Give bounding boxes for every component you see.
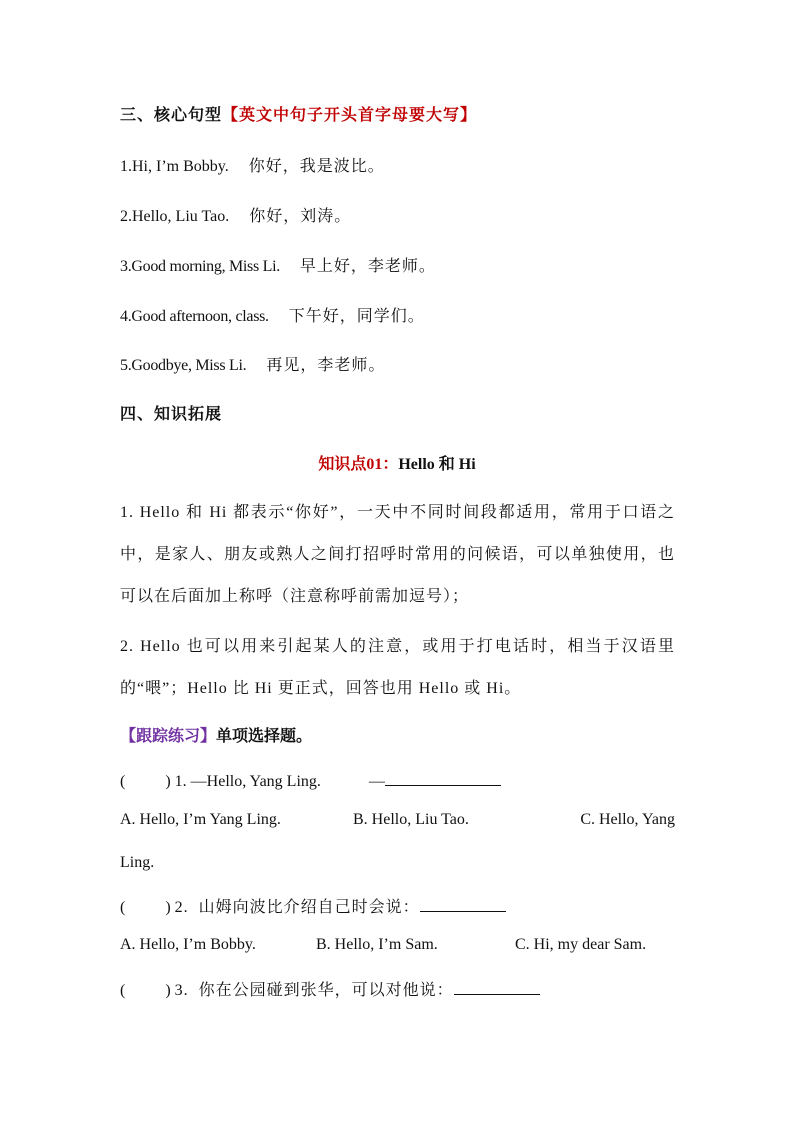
sentence-2-en: 2.Hello, Liu Tao. [120, 208, 230, 225]
question-1-options [120, 811, 675, 831]
question-3 [120, 979, 540, 1001]
question-2 [120, 896, 506, 918]
sentence-3-zh: 早上好，李老师。 [299, 258, 436, 275]
sentence-1-en: 1.Hi, I’m Bobby. [120, 158, 229, 175]
question-2-options [120, 936, 675, 956]
answer-blank-3[interactable] [454, 979, 540, 995]
answer-paren-2[interactable]: ( ) [120, 899, 171, 916]
sentence-4-zh: 下午好，同学们。 [288, 308, 425, 325]
section-3-note: 【英文中句子开头首字母要大写】 [222, 107, 478, 124]
sentence-4 [120, 307, 425, 327]
question-2-stem: 2. 山姆向波比介绍自己时会说： [174, 899, 420, 916]
knowledge-point-topic: Hello 和 Hi [398, 456, 476, 473]
answer-blank-2[interactable] [420, 896, 506, 912]
sentence-5-zh: 再见，李老师。 [266, 357, 386, 374]
section-3-heading [120, 106, 477, 126]
q2-option-c[interactable]: C. Hi, my dear Sam. [515, 936, 647, 953]
sentence-2-zh: 你好，刘涛。 [249, 208, 352, 225]
q1-option-c[interactable]: C. Hello, Yang [580, 811, 675, 828]
sentence-1 [120, 157, 385, 177]
knowledge-point-label: 知识点01： [318, 456, 399, 473]
section-3-title: 三、核心句型 [120, 107, 223, 124]
explanation-paragraph-2: 2. Hello 也可以用来引起某人的注意，或用于打电话时，相当于汉语里的“喂”；Hello 比 Hi 更正式，回答也用 Hello 或 Hi。 [120, 638, 675, 697]
q2-option-a[interactable]: A. Hello, I’m Bobby. [120, 936, 256, 953]
knowledge-point-title [0, 455, 794, 475]
practice-tag: 【跟踪练习】 [120, 728, 217, 745]
answer-blank-1[interactable] [385, 770, 501, 786]
sentence-4-en: 4.Good afternoon, class. [120, 308, 269, 325]
sentence-5-en: 5.Goodbye, Miss Li. [120, 357, 247, 374]
practice-instruction: 单项选择题。 [216, 728, 313, 745]
answer-paren-1[interactable]: ( ) [120, 773, 171, 790]
question-1-dash: — [368, 773, 385, 790]
sentence-2 [120, 207, 351, 227]
question-3-stem: 3. 你在公园碰到张华，可以对他说： [174, 982, 454, 999]
q1-option-c-wrap: Ling. [120, 854, 155, 871]
question-1 [120, 770, 501, 792]
sentence-1-zh: 你好，我是波比。 [248, 158, 385, 175]
practice-heading [120, 727, 312, 747]
q2-option-b[interactable]: B. Hello, I’m Sam. [316, 936, 438, 953]
explanation-paragraph-1: 1. Hello 和 Hi 都表示“你好”，一天中不同时间段都适用，常用于口语之中，是家人、朋友或熟人之间打招呼时常用的问候语，可以单独使用，也可以在后面加上称呼（注意称呼前需加逗号）； [120, 504, 675, 605]
section-4-title: 四、知识拓展 [120, 406, 223, 423]
sentence-3-en: 3.Good morning, Miss Li. [120, 258, 280, 275]
sentence-3 [120, 257, 436, 277]
q1-option-b[interactable]: B. Hello, Liu Tao. [353, 811, 469, 828]
sentence-5 [120, 356, 385, 376]
q1-option-a[interactable]: A. Hello, I’m Yang Ling. [120, 811, 281, 828]
answer-paren-3[interactable]: ( ) [120, 982, 171, 999]
question-1-stem: 1. —Hello, Yang Ling. [174, 773, 321, 790]
